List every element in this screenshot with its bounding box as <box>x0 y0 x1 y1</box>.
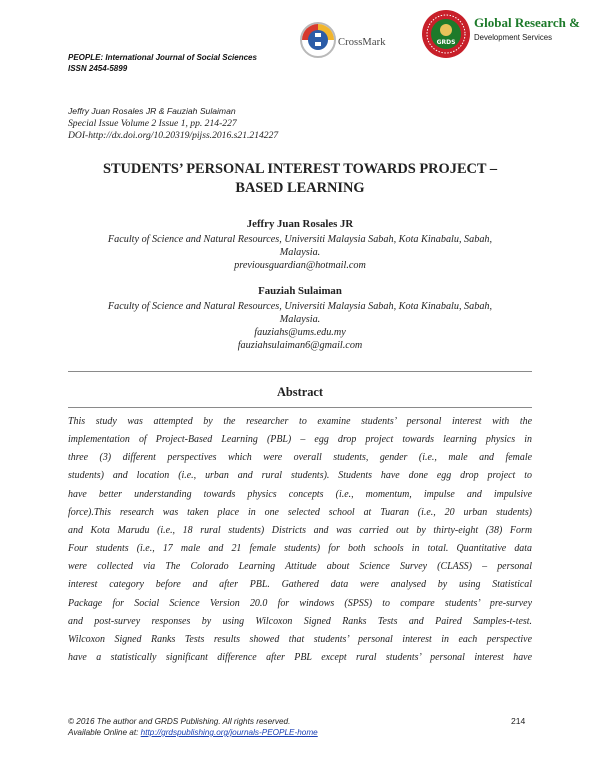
author-2-email-1[interactable]: fauziahs@ums.edu.my <box>254 327 346 338</box>
abstract-line: have better understanding towards physics concepts (i.e., momentum, impulse and impulsive <box>68 488 532 500</box>
author-1-email[interactable]: previousguardian@hotmail.com <box>234 260 366 271</box>
footer-available-label: Available Online at: <box>68 728 141 737</box>
citation-authors: Jeffry Juan Rosales JR & Fauziah Sulaiman <box>68 106 236 116</box>
page-number: 214 <box>511 716 526 726</box>
title-line-2: BASED LEARNING <box>235 180 365 196</box>
footer-copyright: © 2016 The author and GRDS Publishing. All rights reserved. <box>68 717 291 726</box>
abstract-line: force).This research was taken place in one selected school at Tuaran (i.e., 20 urban students) <box>68 506 532 518</box>
title-line-1: STUDENTS’ PERSONAL INTEREST TOWARDS PROJECT – <box>102 161 498 177</box>
author-2-email-2[interactable]: fauziahsulaiman6@gmail.com <box>237 340 363 351</box>
abstract-line: three (3) different perspectives which were overall students, gender (i.e., male and female <box>68 452 532 464</box>
grds-seal-text: GRDS <box>436 39 456 46</box>
abstract-heading: Abstract <box>276 385 324 399</box>
abstract-line: and Kota Marudu (i.e., 18 rural students) Districts and was carried out by thirty-eight (38) Form <box>68 524 532 536</box>
abstract-line: have a statistically significant difference after PBL except rural students’ personal interest have <box>68 652 532 664</box>
citation-doi[interactable]: DOI-http://dx.doi.org/10.20319/pijss.2016.s21.214227 <box>68 130 279 141</box>
author-2-affiliation-line-1: Faculty of Science and Natural Resources, Universiti Malaysia Sabah, Kota Kinabalu, Sabah, <box>107 301 493 312</box>
abstract-line: interest category before and after PBL. Gathered data were analysed by using Statistical <box>68 579 532 591</box>
divider-top <box>68 371 532 372</box>
journal-header <box>68 52 257 74</box>
grds-subtitle: Development Services <box>474 33 553 42</box>
citation-block <box>68 105 278 143</box>
abstract-line: This study was attempted by the researcher to examine students’ personal interest with the <box>68 416 532 427</box>
journal-issn: ISSN 2454-5899 <box>68 64 128 73</box>
author-2-affiliation <box>68 300 532 352</box>
divider-bottom <box>68 407 532 408</box>
author-1-affiliation-line-2: Malaysia. <box>279 247 321 258</box>
crossmark-label: CrossMark <box>338 37 386 48</box>
abstract-body <box>68 413 532 667</box>
author-2-name: Fauziah Sulaiman <box>258 285 342 297</box>
page-footer <box>68 716 318 738</box>
footer-journal-link[interactable]: http://grdspublishing.org/journals-PEOPLE-home <box>140 728 318 737</box>
author-2-affiliation-line-2: Malaysia. <box>279 314 321 325</box>
citation-issue: Special Issue Volume 2 Issue 1, pp. 214-227 <box>68 117 237 129</box>
author-1-affiliation <box>68 233 532 272</box>
author-1-affiliation-line-1: Faculty of Science and Natural Resources, Universiti Malaysia Sabah, Kota Kinabalu, Sabah, <box>107 234 493 245</box>
abstract-line: Wilcoxon Signed Ranks Tests results showed that students’ personal interest in each perspective <box>68 633 532 645</box>
author-1-name: Jeffry Juan Rosales JR <box>246 218 354 230</box>
footer-availability <box>68 727 318 738</box>
abstract-line: Four students (i.e., 17 male and 21 female students) for both schools in total. Quantitative data <box>68 543 532 555</box>
abstract-line: implementation of Project-Based Learning (PBL) – egg drop project towards learning physics in <box>68 434 532 446</box>
abstract-line: and post-survey responses by using Wilcoxon Signed Ranks Tests and Paired Samples-t-test. <box>68 615 532 627</box>
grds-name: Global Research & <box>474 15 580 30</box>
journal-name: PEOPLE: International Journal of Social Sciences <box>68 53 257 62</box>
abstract-line: were collected via The Colorado Learning Attitude about Science Survey (CLASS) – personal <box>68 561 532 573</box>
abstract-line: students) and location (i.e., urban and rural students). Students have done egg drop project to <box>68 470 532 482</box>
grds-logo <box>420 8 472 60</box>
abstract-line: Package for Social Science Version 20.0 for windows (SPSS) to compare students’ pre-survey <box>68 597 532 609</box>
paper-title <box>60 160 540 198</box>
